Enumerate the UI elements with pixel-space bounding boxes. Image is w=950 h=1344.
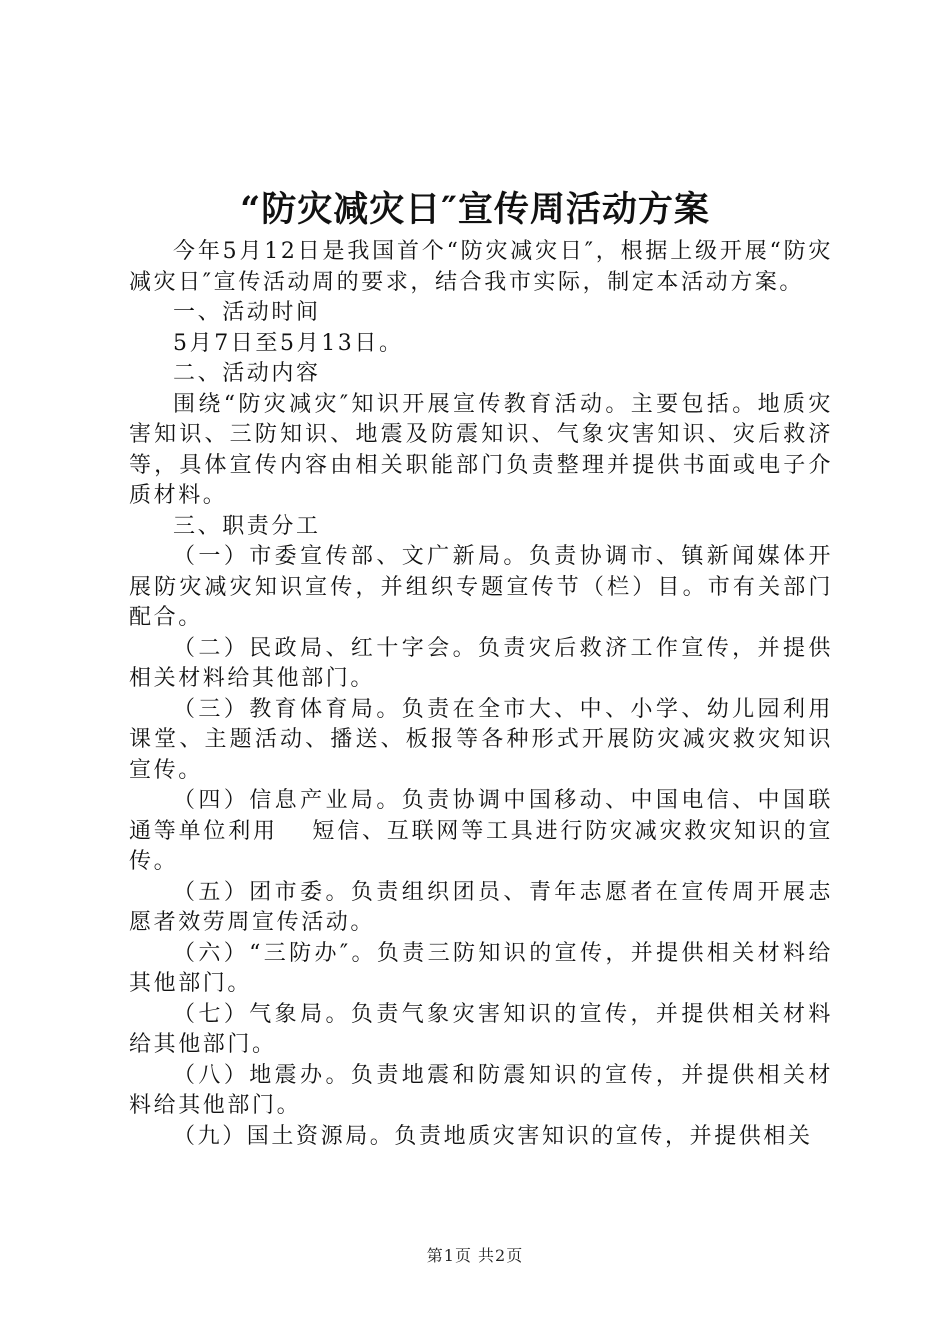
paragraph-item-6: （六）“三防办″。负责三防知识的宣传，并提供相关材料给其他部门。 [129,940,833,996]
document-title: “防灾减灾日″宣传周活动方案 [240,189,710,230]
paragraph-activity-content: 围绕“防灾减灾″知识开展宣传教育活动。主要包括。地质灾害知识、三防知识、地震及防震知识、气象灾害知识、灾后救济等，具体宣传内容由相关职能部门负责整理并提供书面或电子介质材料。 [129,391,833,508]
page-number-footer: 第1页 共2页 [426,1246,524,1265]
paragraph-item-9: （九）国土资源局。负责地质灾害知识的宣传，并提供相关 [173,1123,813,1149]
paragraph-item-8: （八）地震办。负责地震和防震知识的宣传，并提供相关材料给其他部门。 [129,1062,833,1118]
paragraph-item-2: （二）民政局、红十字会。负责灾后救济工作宣传，并提供相关材料给其他部门。 [129,635,833,691]
heading-activity-time: 一、活动时间 [173,300,321,325]
heading-activity-content: 二、活动内容 [173,361,321,386]
paragraph-item-1: （一）市委宣传部、文广新局。负责协调市、镇新闻媒体开展防灾减灾知识宣传，并组织专题宣传节（栏）目。市有关部门配合。 [129,544,833,630]
heading-responsibilities: 三、职责分工 [173,513,321,539]
paragraph-activity-time: 5月7日至5月13日。 [173,330,404,356]
paragraph-item-3: （三）教育体育局。负责在全市大、中、小学、幼儿园利用课堂、主题活动、播送、板报等各种形式开展防灾减灾救灾知识宣传。 [129,696,833,783]
paragraph-item-5: （五）团市委。负责组织团员、青年志愿者在宣传周开展志愿者效劳周宣传活动。 [129,879,833,935]
paragraph-intro: 今年5月12日是我国首个“防灾减灾日″，根据上级开展“防灾减灾日″宣传活动周的要求，结合我市实际，制定本活动方案。 [129,239,833,295]
paragraph-item-7: （七）气象局。负责气象灾害知识的宣传，并提供相关材料给其他部门。 [129,1001,833,1057]
paragraph-item-4: （四）信息产业局。负责协调中国移动、中国电信、中国联通等单位利用 短信、互联网等工具进行防灾减灾救灾知识的宣传。 [129,788,833,874]
document-body [129,237,833,1152]
